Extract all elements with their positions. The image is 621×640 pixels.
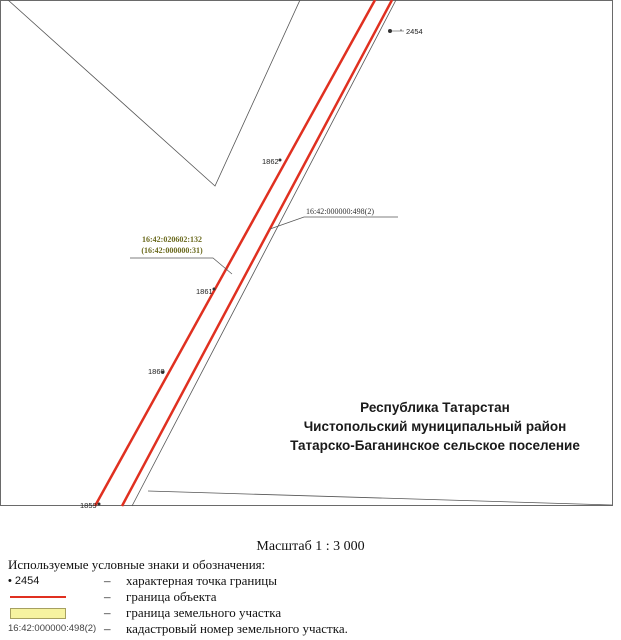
region-line: Чистопольский муниципальный район	[303, 419, 567, 434]
region-line: Республика Татарстан	[360, 400, 510, 415]
scale-label: Масштаб 1 : 3 000	[256, 539, 365, 554]
legend-dash: –	[104, 605, 111, 620]
legend-yellow-box-symbol	[8, 605, 86, 621]
legend-text: характерная точка границы	[126, 573, 277, 588]
boundary-point-2454	[388, 29, 392, 33]
legend-row-parcel-boundary	[8, 605, 608, 621]
legend-text: граница земельного участка	[126, 605, 282, 620]
parcel-label-b: 16:42:000000:498(2)	[306, 207, 374, 216]
parcel-label-a-line2: (16:42:000000:31)	[141, 246, 203, 255]
region-title	[270, 398, 600, 455]
region-line: Татарско-Баганинское сельское поселение	[290, 438, 580, 453]
legend-red-line-symbol	[8, 589, 86, 605]
legend-row-object-boundary	[8, 589, 608, 605]
point-label-2454: 2454	[406, 27, 423, 36]
legend-dash: –	[104, 589, 111, 604]
legend-row-point	[8, 573, 608, 589]
point-label-1859: 1859	[80, 501, 97, 510]
boundary-point-1861	[213, 288, 216, 291]
legend-text: кадастровый номер земельного участка.	[126, 621, 348, 636]
boundary-point-1859	[98, 503, 101, 506]
boundary-point-1862	[279, 159, 282, 162]
legend-title: Используемые условные знаки и обозначения:	[8, 557, 266, 572]
parcel-label-a-line1: 16:42:020602:132	[142, 235, 202, 244]
legend-dash: –	[104, 573, 111, 588]
legend-text: граница объекта	[126, 589, 217, 604]
legend-point-symbol: • 2454	[8, 575, 40, 587]
legend-row-cadastral	[8, 621, 608, 637]
point-label-1862: 1862	[262, 157, 279, 166]
legend-dash: –	[104, 621, 111, 636]
point-label-1860: 1860	[148, 367, 165, 376]
point-label-1861: 1861	[196, 287, 213, 296]
legend-cadastral-symbol: 16:42:000000:498(2)	[8, 623, 97, 634]
